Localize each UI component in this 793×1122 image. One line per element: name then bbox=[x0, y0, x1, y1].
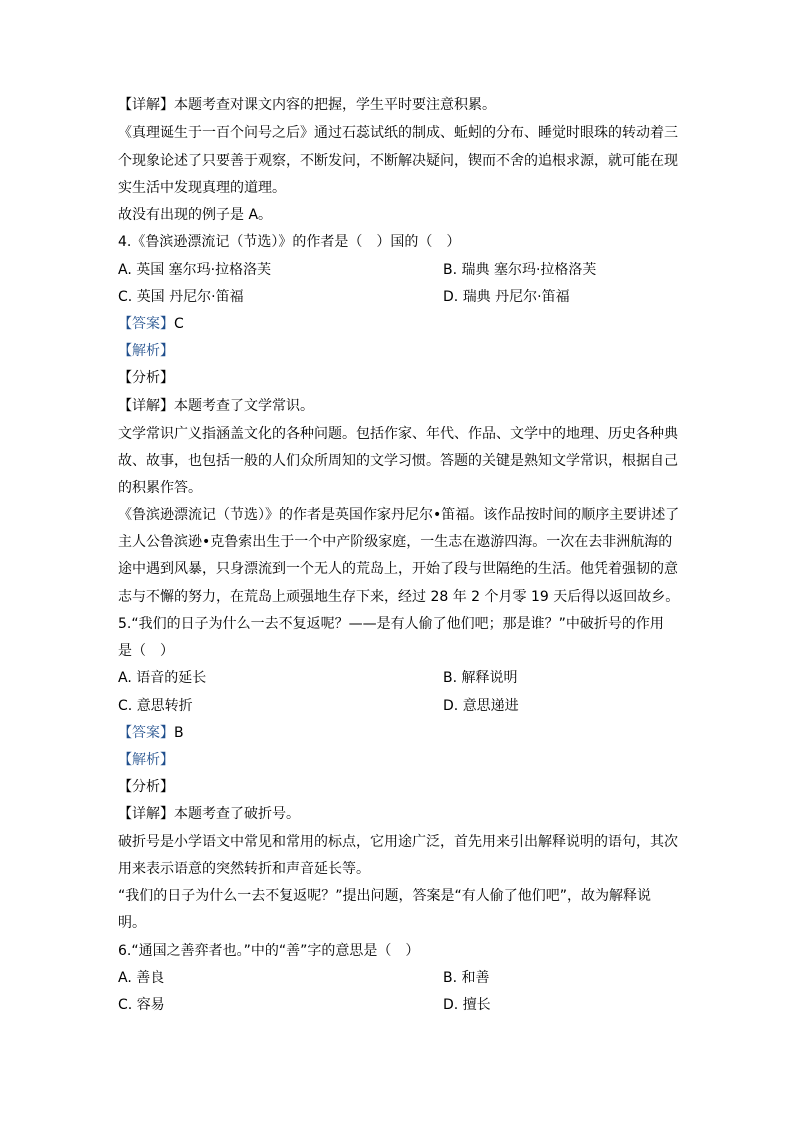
q4-answer-line bbox=[118, 315, 184, 333]
paragraph-line: 志与不懈的努力，在荒岛上顽强地生存下来，经过 28 年 2 个月零 19 天后得以返回故乡。 bbox=[118, 589, 680, 605]
option-text: 擅长 bbox=[462, 997, 491, 1013]
paragraph-line: 明。 bbox=[118, 915, 146, 931]
answer-value: B bbox=[174, 725, 184, 741]
paragraph-line: 破折号是小学语文中常见和常用的标点，它用途广泛，首先用来引出解释说明的语句，其次 bbox=[118, 834, 678, 850]
option-text: 瑞典 丹尼尔·笛福 bbox=[462, 289, 570, 305]
option-label: D. bbox=[443, 698, 459, 714]
option-label: C. bbox=[118, 997, 133, 1013]
q5-option-d bbox=[443, 697, 519, 715]
paragraph-line: 用来表示语意的突然转折和声音延长等。 bbox=[118, 861, 370, 877]
option-text: 意思转折 bbox=[136, 698, 193, 714]
question-5-stem-line: 是（ ） bbox=[118, 643, 174, 659]
option-label: C. bbox=[118, 289, 133, 305]
option-label: D. bbox=[443, 997, 459, 1013]
q5-xiangjie-line bbox=[118, 805, 300, 823]
paragraph-line: 的积累作答。 bbox=[118, 480, 202, 496]
paragraph-line: 途中遇到风暴，只身漂流到一个无人的荒岛上，开始了段与世隔绝的生活。他凭着强韧的意 bbox=[118, 561, 678, 577]
xiangjie-tag: 【详解】 bbox=[118, 398, 174, 414]
q4-option-b bbox=[443, 261, 596, 279]
paragraph-line: 故、故事，也包括一般的人们众所周知的文学习惯。答题的关键是熟知文学常识，根据自己 bbox=[118, 453, 678, 469]
option-text: 解释说明 bbox=[461, 670, 518, 686]
option-text: 英国 丹尼尔·笛福 bbox=[136, 289, 244, 305]
option-text: 语音的延长 bbox=[136, 670, 207, 686]
q6-option-a bbox=[118, 969, 164, 987]
paragraph-line: 主人公鲁滨逊•克鲁索出生于一个中产阶级家庭，一生志在遨游四海。一次在去非洲航海的 bbox=[118, 534, 673, 550]
option-text: 瑞典 塞尔玛·拉格洛芙 bbox=[461, 262, 597, 278]
q5-jiexi-tag: 【解析】 bbox=[118, 752, 174, 768]
paragraph-line: 个现象论述了只要善于观察，不断发问，不断解决疑问，锲而不舍的追根求源，就可能在现 bbox=[118, 153, 678, 169]
q6-option-d bbox=[443, 996, 491, 1014]
q5-fenxi-tag: 【分析】 bbox=[118, 779, 174, 795]
question-6-stem: 6.“通国之善弈者也。”中的“善”字的意思是（ ） bbox=[118, 943, 420, 959]
paragraph-line: 实生活中发现真理的道理。 bbox=[118, 180, 286, 196]
option-label: A. bbox=[118, 970, 132, 986]
paragraph-line: 《鲁滨逊漂流记（节选）》的作者是英国作家丹尼尔•笛福。该作品按时间的顺序主要讲述了 bbox=[118, 507, 680, 523]
option-label: D. bbox=[443, 289, 459, 305]
q4-fenxi-tag: 【分析】 bbox=[118, 370, 174, 386]
option-text: 意思递进 bbox=[462, 698, 519, 714]
xiangjie-text: 本题考查了文学常识。 bbox=[174, 398, 314, 414]
answer-tag: 【答案】 bbox=[118, 725, 174, 741]
option-text: 善良 bbox=[136, 970, 165, 986]
xiangjie-tag: 【详解】 bbox=[118, 97, 174, 113]
option-label: A. bbox=[118, 262, 132, 278]
conclusion-line: 故没有出现的例子是 A。 bbox=[118, 207, 273, 223]
option-text: 英国 塞尔玛·拉格洛芙 bbox=[136, 262, 272, 278]
paragraph-line: 文学常识广义指涵盖文化的各种问题。包括作家、年代、作品、文学中的地理、历史各种典 bbox=[118, 426, 678, 442]
xiangjie-text: 本题考查对课文内容的把握，学生平时要注意积累。 bbox=[174, 97, 496, 113]
option-label: B. bbox=[443, 970, 458, 986]
option-label: B. bbox=[443, 670, 458, 686]
question-4-stem: 4.《鲁滨逊漂流记（节选）》的作者是（ ）国的（ ） bbox=[118, 234, 461, 250]
answer-tag: 【答案】 bbox=[118, 316, 174, 332]
xiangjie-text: 本题考查了破折号。 bbox=[174, 806, 300, 822]
q5-answer-line bbox=[118, 724, 184, 742]
option-label: C. bbox=[118, 698, 133, 714]
q4-option-c bbox=[118, 288, 244, 306]
q5-option-a bbox=[118, 669, 206, 687]
xiangjie-line bbox=[118, 96, 496, 114]
question-5-stem-line: 5.“我们的日子为什么一去不复返呢？——是有人偷了他们吧；那是谁？”中破折号的作用 bbox=[118, 616, 664, 632]
paragraph-line: “我们的日子为什么一去不复返呢？”提出问题，答案是“有人偷了他们吧”，故为解释说 bbox=[118, 888, 652, 904]
option-label: A. bbox=[118, 670, 132, 686]
q4-option-a bbox=[118, 261, 271, 279]
q5-option-c bbox=[118, 697, 193, 715]
paragraph-line: 《真理诞生于一百个问号之后》通过石蕊试纸的制成、蚯蚓的分布、睡觉时眼珠的转动着三 bbox=[118, 125, 678, 141]
answer-value: C bbox=[174, 316, 184, 332]
option-text: 和善 bbox=[461, 970, 490, 986]
option-text: 容易 bbox=[136, 997, 165, 1013]
option-label: B. bbox=[443, 262, 458, 278]
q6-option-c bbox=[118, 996, 165, 1014]
xiangjie-tag: 【详解】 bbox=[118, 806, 174, 822]
q4-option-d bbox=[443, 288, 570, 306]
q4-jiexi-tag: 【解析】 bbox=[118, 343, 174, 359]
q5-option-b bbox=[443, 669, 518, 687]
q4-xiangjie-line bbox=[118, 397, 314, 415]
q6-option-b bbox=[443, 969, 490, 987]
